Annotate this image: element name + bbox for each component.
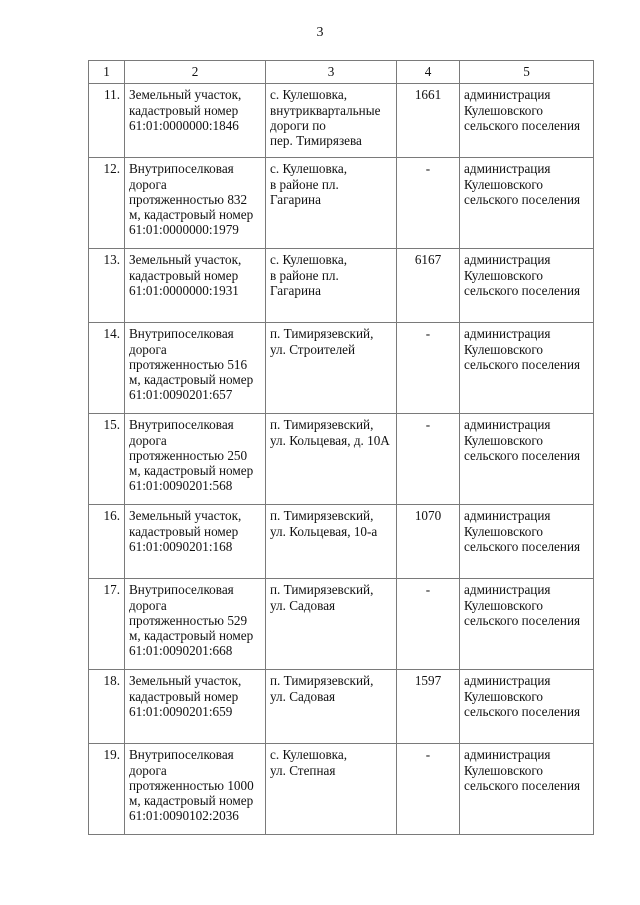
object-address: п. Тимирязевский, ул. Кольцевая, 10-а (270, 508, 378, 539)
object-owner: администрация Кулешовского сельского поселения (464, 326, 581, 372)
object-owner: администрация Кулешовского сельского поселения (464, 508, 581, 554)
object-area: - (397, 579, 460, 670)
row-number: 11. (89, 84, 125, 158)
table-row (89, 579, 594, 670)
object-address: п. Тимирязевский, ул. Садовая (270, 673, 374, 704)
row-number: 17. (89, 579, 125, 670)
object-description: Земельный участок, кадастровый номер 61:01:0000000:1931 (129, 252, 242, 298)
object-description: Земельный участок, кадастровый номер 61:01:0090201:168 (129, 508, 242, 554)
table-header-row (89, 61, 594, 84)
object-owner: администрация Кулешовского сельского поселения (464, 673, 581, 719)
row-number: 14. (89, 323, 125, 414)
object-area: 6167 (397, 249, 460, 323)
table-row (89, 84, 594, 158)
object-area: - (397, 414, 460, 505)
object-area: 1661 (397, 84, 460, 158)
object-description: Внутрипоселковая дорога протяженностью 1000 м, кадастровый номер 61:01:0090102:2036 (129, 747, 254, 824)
table-row (89, 744, 594, 835)
object-description: Земельный участок, кадастровый номер 61:01:0000000:1846 (129, 87, 242, 133)
table-row (89, 670, 594, 744)
property-table (88, 60, 594, 835)
object-address: с. Кулешовка, в районе пл. Гагарина (270, 252, 348, 298)
table-row (89, 158, 594, 249)
object-area: - (397, 323, 460, 414)
object-description: Внутрипоселковая дорога протяженностью 516 м, кадастровый номер 61:01:0090201:657 (129, 326, 254, 403)
row-number: 18. (89, 670, 125, 744)
object-owner: администрация Кулешовского сельского поселения (464, 87, 581, 133)
row-number: 13. (89, 249, 125, 323)
object-address: п. Тимирязевский, ул. Строителей (270, 326, 374, 357)
object-address: с. Кулешовка, ул. Степная (270, 747, 348, 778)
object-description: Внутрипоселковая дорога протяженностью 250 м, кадастровый номер 61:01:0090201:568 (129, 417, 254, 494)
row-number: 16. (89, 505, 125, 579)
table-row (89, 323, 594, 414)
object-area: 1597 (397, 670, 460, 744)
object-owner: администрация Кулешовского сельского поселения (464, 161, 581, 207)
object-owner: администрация Кулешовского сельского поселения (464, 582, 581, 628)
object-area: - (397, 744, 460, 835)
object-owner: администрация Кулешовского сельского поселения (464, 747, 581, 793)
object-address: с. Кулешовка, в районе пл. Гагарина (270, 161, 348, 207)
table-row (89, 505, 594, 579)
row-number: 12. (89, 158, 125, 249)
object-address: п. Тимирязевский, ул. Кольцевая, д. 10А (270, 417, 390, 448)
object-owner: администрация Кулешовского сельского поселения (464, 417, 581, 463)
object-address: с. Кулешовка, внутриквартальные дороги по пер. Тимирязева (270, 87, 381, 149)
row-number: 19. (89, 744, 125, 835)
header-col-4: 4 (397, 61, 460, 84)
header-col-2: 2 (125, 61, 266, 84)
object-area: 1070 (397, 505, 460, 579)
object-description: Внутрипоселковая дорога протяженностью 529 м, кадастровый номер 61:01:0090201:668 (129, 582, 254, 659)
object-owner: администрация Кулешовского сельского поселения (464, 252, 581, 298)
row-number: 15. (89, 414, 125, 505)
page-number: 3 (316, 25, 324, 40)
table-row (89, 414, 594, 505)
object-area: - (397, 158, 460, 249)
header-col-5: 5 (460, 61, 594, 84)
object-address: п. Тимирязевский, ул. Садовая (270, 582, 374, 613)
header-col-1: 1 (89, 61, 125, 84)
header-col-3: 3 (266, 61, 397, 84)
object-description: Внутрипоселковая дорога протяженностью 832 м, кадастровый номер 61:01:0000000:1979 (129, 161, 254, 238)
object-description: Земельный участок, кадастровый номер 61:01:0090201:659 (129, 673, 242, 719)
table-row (89, 249, 594, 323)
